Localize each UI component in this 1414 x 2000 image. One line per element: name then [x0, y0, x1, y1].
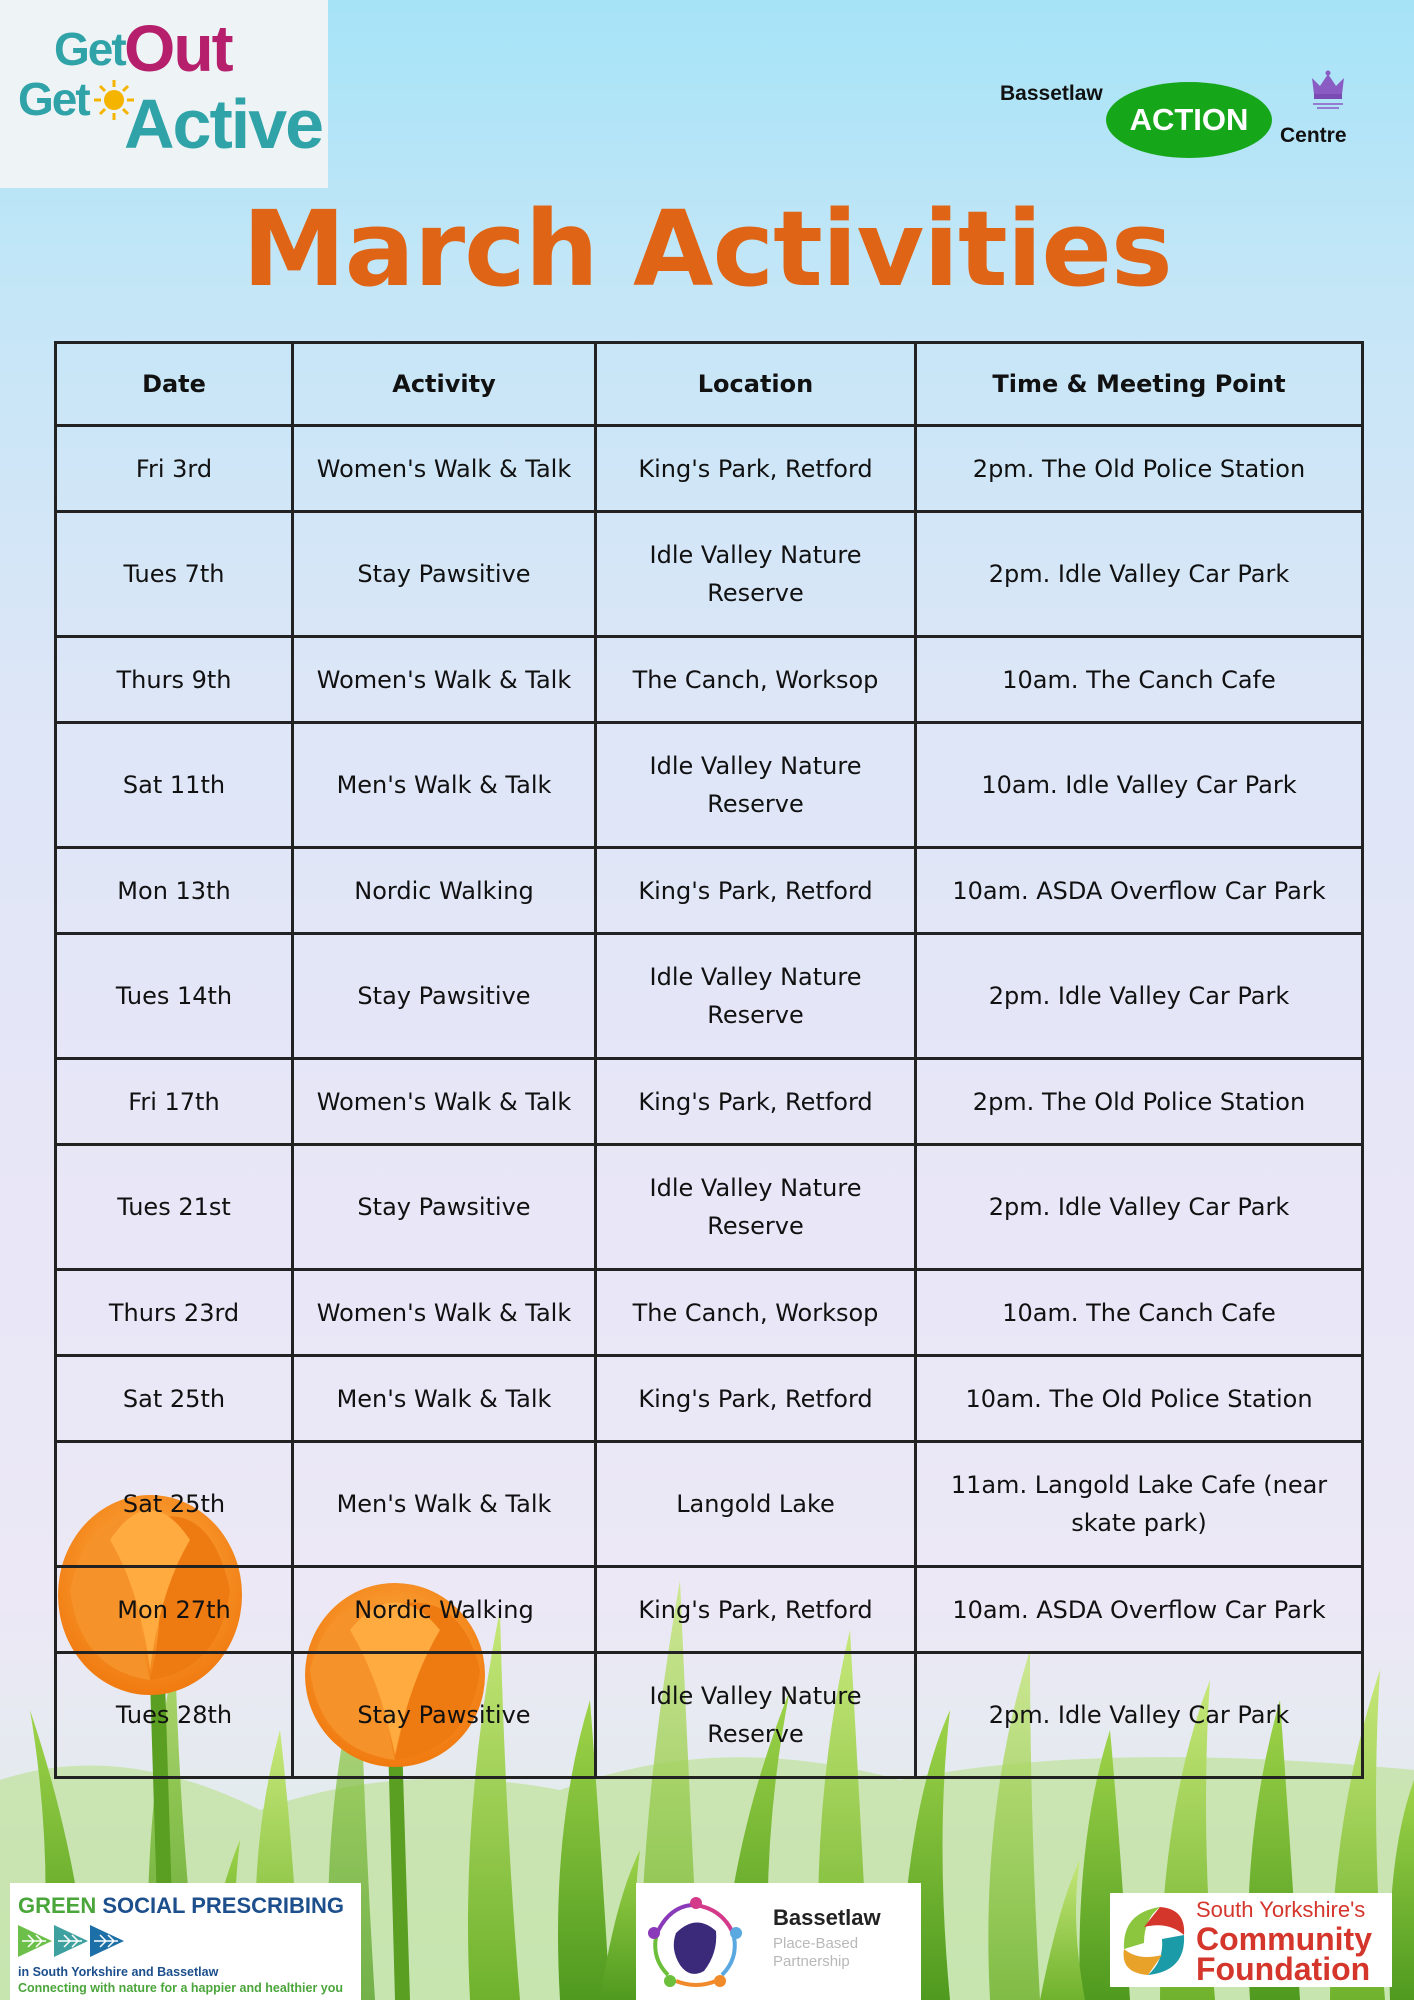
logo-word-active: Active	[124, 85, 323, 163]
gsp-tagline: Connecting with nature for a happier and healthier you	[18, 1981, 344, 1995]
swirl-icon	[1114, 1899, 1190, 1981]
table-row	[56, 1270, 1363, 1356]
cell-activity: Stay Pawsitive	[293, 1145, 596, 1270]
cell-time: 10am. The Canch Cafe	[916, 1270, 1363, 1356]
gsp-title	[18, 1893, 344, 1919]
page-title: March Activities	[242, 188, 1172, 310]
cell-time: 10am. ASDA Overflow Car Park	[916, 848, 1363, 934]
cell-location: Idle Valley Nature Reserve	[596, 1145, 916, 1270]
cell-date: Thurs 23rd	[56, 1270, 293, 1356]
cell-date: Tues 7th	[56, 512, 293, 637]
get-out-get-active-logo	[0, 0, 328, 188]
sycf-line-3: Foundation	[1196, 1951, 1371, 1987]
logo-word-get-2: Get	[18, 73, 89, 125]
cell-time: 10am. ASDA Overflow Car Park	[916, 1567, 1363, 1653]
cell-time: 10am. The Canch Cafe	[916, 637, 1363, 723]
gsp-blue-words: SOCIAL PRESCRIBING	[102, 1893, 344, 1918]
cell-location: Idle Valley Nature Reserve	[596, 723, 916, 848]
bpp-sub-line-1: Place-Based	[773, 1935, 859, 1952]
table-row	[56, 1059, 1363, 1145]
cell-time: 2pm. Idle Valley Car Park	[916, 934, 1363, 1059]
table-row	[56, 1653, 1363, 1778]
cell-time: 2pm. The Old Police Station	[916, 426, 1363, 512]
logo-word-bassetlaw: Bassetlaw	[1000, 82, 1103, 105]
cell-activity: Nordic Walking	[293, 1567, 596, 1653]
sycf-line-1: South Yorkshire's	[1196, 1897, 1366, 1922]
logo-word-get: Get	[54, 23, 125, 75]
cell-activity: Men's Walk & Talk	[293, 1442, 596, 1567]
cell-activity: Stay Pawsitive	[293, 1653, 596, 1778]
table-row	[56, 1356, 1363, 1442]
cell-date: Fri 17th	[56, 1059, 293, 1145]
table-row	[56, 723, 1363, 848]
header-date: Date	[56, 343, 293, 426]
cell-activity: Nordic Walking	[293, 848, 596, 934]
header-time-meeting-point: Time & Meeting Point	[916, 343, 1363, 426]
activities-table	[54, 341, 1364, 1779]
crown-icon	[1308, 68, 1348, 112]
cell-date: Sat 25th	[56, 1442, 293, 1567]
cell-activity: Women's Walk & Talk	[293, 1059, 596, 1145]
cell-time: 11am. Langold Lake Cafe (near skate park)	[916, 1442, 1363, 1567]
cell-location: King's Park, Retford	[596, 426, 916, 512]
table-header-row	[56, 343, 1363, 426]
cell-activity: Women's Walk & Talk	[293, 1270, 596, 1356]
cell-time: 2pm. Idle Valley Car Park	[916, 1653, 1363, 1778]
table-row	[56, 934, 1363, 1059]
cell-date: Sat 11th	[56, 723, 293, 848]
cell-date: Sat 25th	[56, 1356, 293, 1442]
cell-activity: Men's Walk & Talk	[293, 1356, 596, 1442]
table-row	[56, 512, 1363, 637]
arrows-icon	[18, 1923, 138, 1959]
table-row	[56, 1567, 1363, 1653]
bpp-sub-line-2: Partnership	[773, 1953, 850, 1970]
cell-time: 10am. Idle Valley Car Park	[916, 723, 1363, 848]
bassetlaw-action-centre-logo	[996, 60, 1360, 170]
cell-location: Idle Valley Nature Reserve	[596, 934, 916, 1059]
cell-location: King's Park, Retford	[596, 1059, 916, 1145]
cell-date: Mon 13th	[56, 848, 293, 934]
logo-word-out: Out	[124, 11, 232, 85]
logo-word-centre: Centre	[1280, 124, 1347, 147]
table-row	[56, 848, 1363, 934]
bpp-name: Bassetlaw	[773, 1905, 881, 1930]
table-row	[56, 1442, 1363, 1567]
bassetlaw-partnership-logo	[636, 1883, 921, 2000]
cell-date: Tues 28th	[56, 1653, 293, 1778]
header-location: Location	[596, 343, 916, 426]
table-row	[56, 426, 1363, 512]
cell-location: The Canch, Worksop	[596, 1270, 916, 1356]
cell-date: Tues 14th	[56, 934, 293, 1059]
cell-activity: Stay Pawsitive	[293, 512, 596, 637]
table-row	[56, 1145, 1363, 1270]
header-activity: Activity	[293, 343, 596, 426]
cell-location: Langold Lake	[596, 1442, 916, 1567]
cell-date: Fri 3rd	[56, 426, 293, 512]
cell-time: 2pm. The Old Police Station	[916, 1059, 1363, 1145]
table-row	[56, 637, 1363, 723]
gsp-green-word: GREEN	[18, 1893, 97, 1918]
cell-location: King's Park, Retford	[596, 848, 916, 934]
sycf-line-2: Community	[1196, 1921, 1372, 1957]
cell-location: Idle Valley Nature Reserve	[596, 512, 916, 637]
people-circle-icon	[646, 1893, 746, 1991]
cell-activity: Women's Walk & Talk	[293, 637, 596, 723]
cell-activity: Men's Walk & Talk	[293, 723, 596, 848]
cell-date: Tues 21st	[56, 1145, 293, 1270]
cell-activity: Women's Walk & Talk	[293, 426, 596, 512]
cell-time: 10am. The Old Police Station	[916, 1356, 1363, 1442]
cell-date: Mon 27th	[56, 1567, 293, 1653]
cell-date: Thurs 9th	[56, 637, 293, 723]
gsp-subtitle: in South Yorkshire and Bassetlaw	[18, 1965, 219, 1979]
logo-word-action: ACTION	[1129, 102, 1249, 137]
cell-location: The Canch, Worksop	[596, 637, 916, 723]
cell-time: 2pm. Idle Valley Car Park	[916, 512, 1363, 637]
cell-activity: Stay Pawsitive	[293, 934, 596, 1059]
green-social-prescribing-logo	[10, 1883, 361, 2000]
cell-location: Idle Valley Nature Reserve	[596, 1653, 916, 1778]
cell-time: 2pm. Idle Valley Car Park	[916, 1145, 1363, 1270]
cell-location: King's Park, Retford	[596, 1567, 916, 1653]
cell-location: King's Park, Retford	[596, 1356, 916, 1442]
community-foundation-logo	[1110, 1893, 1392, 1987]
